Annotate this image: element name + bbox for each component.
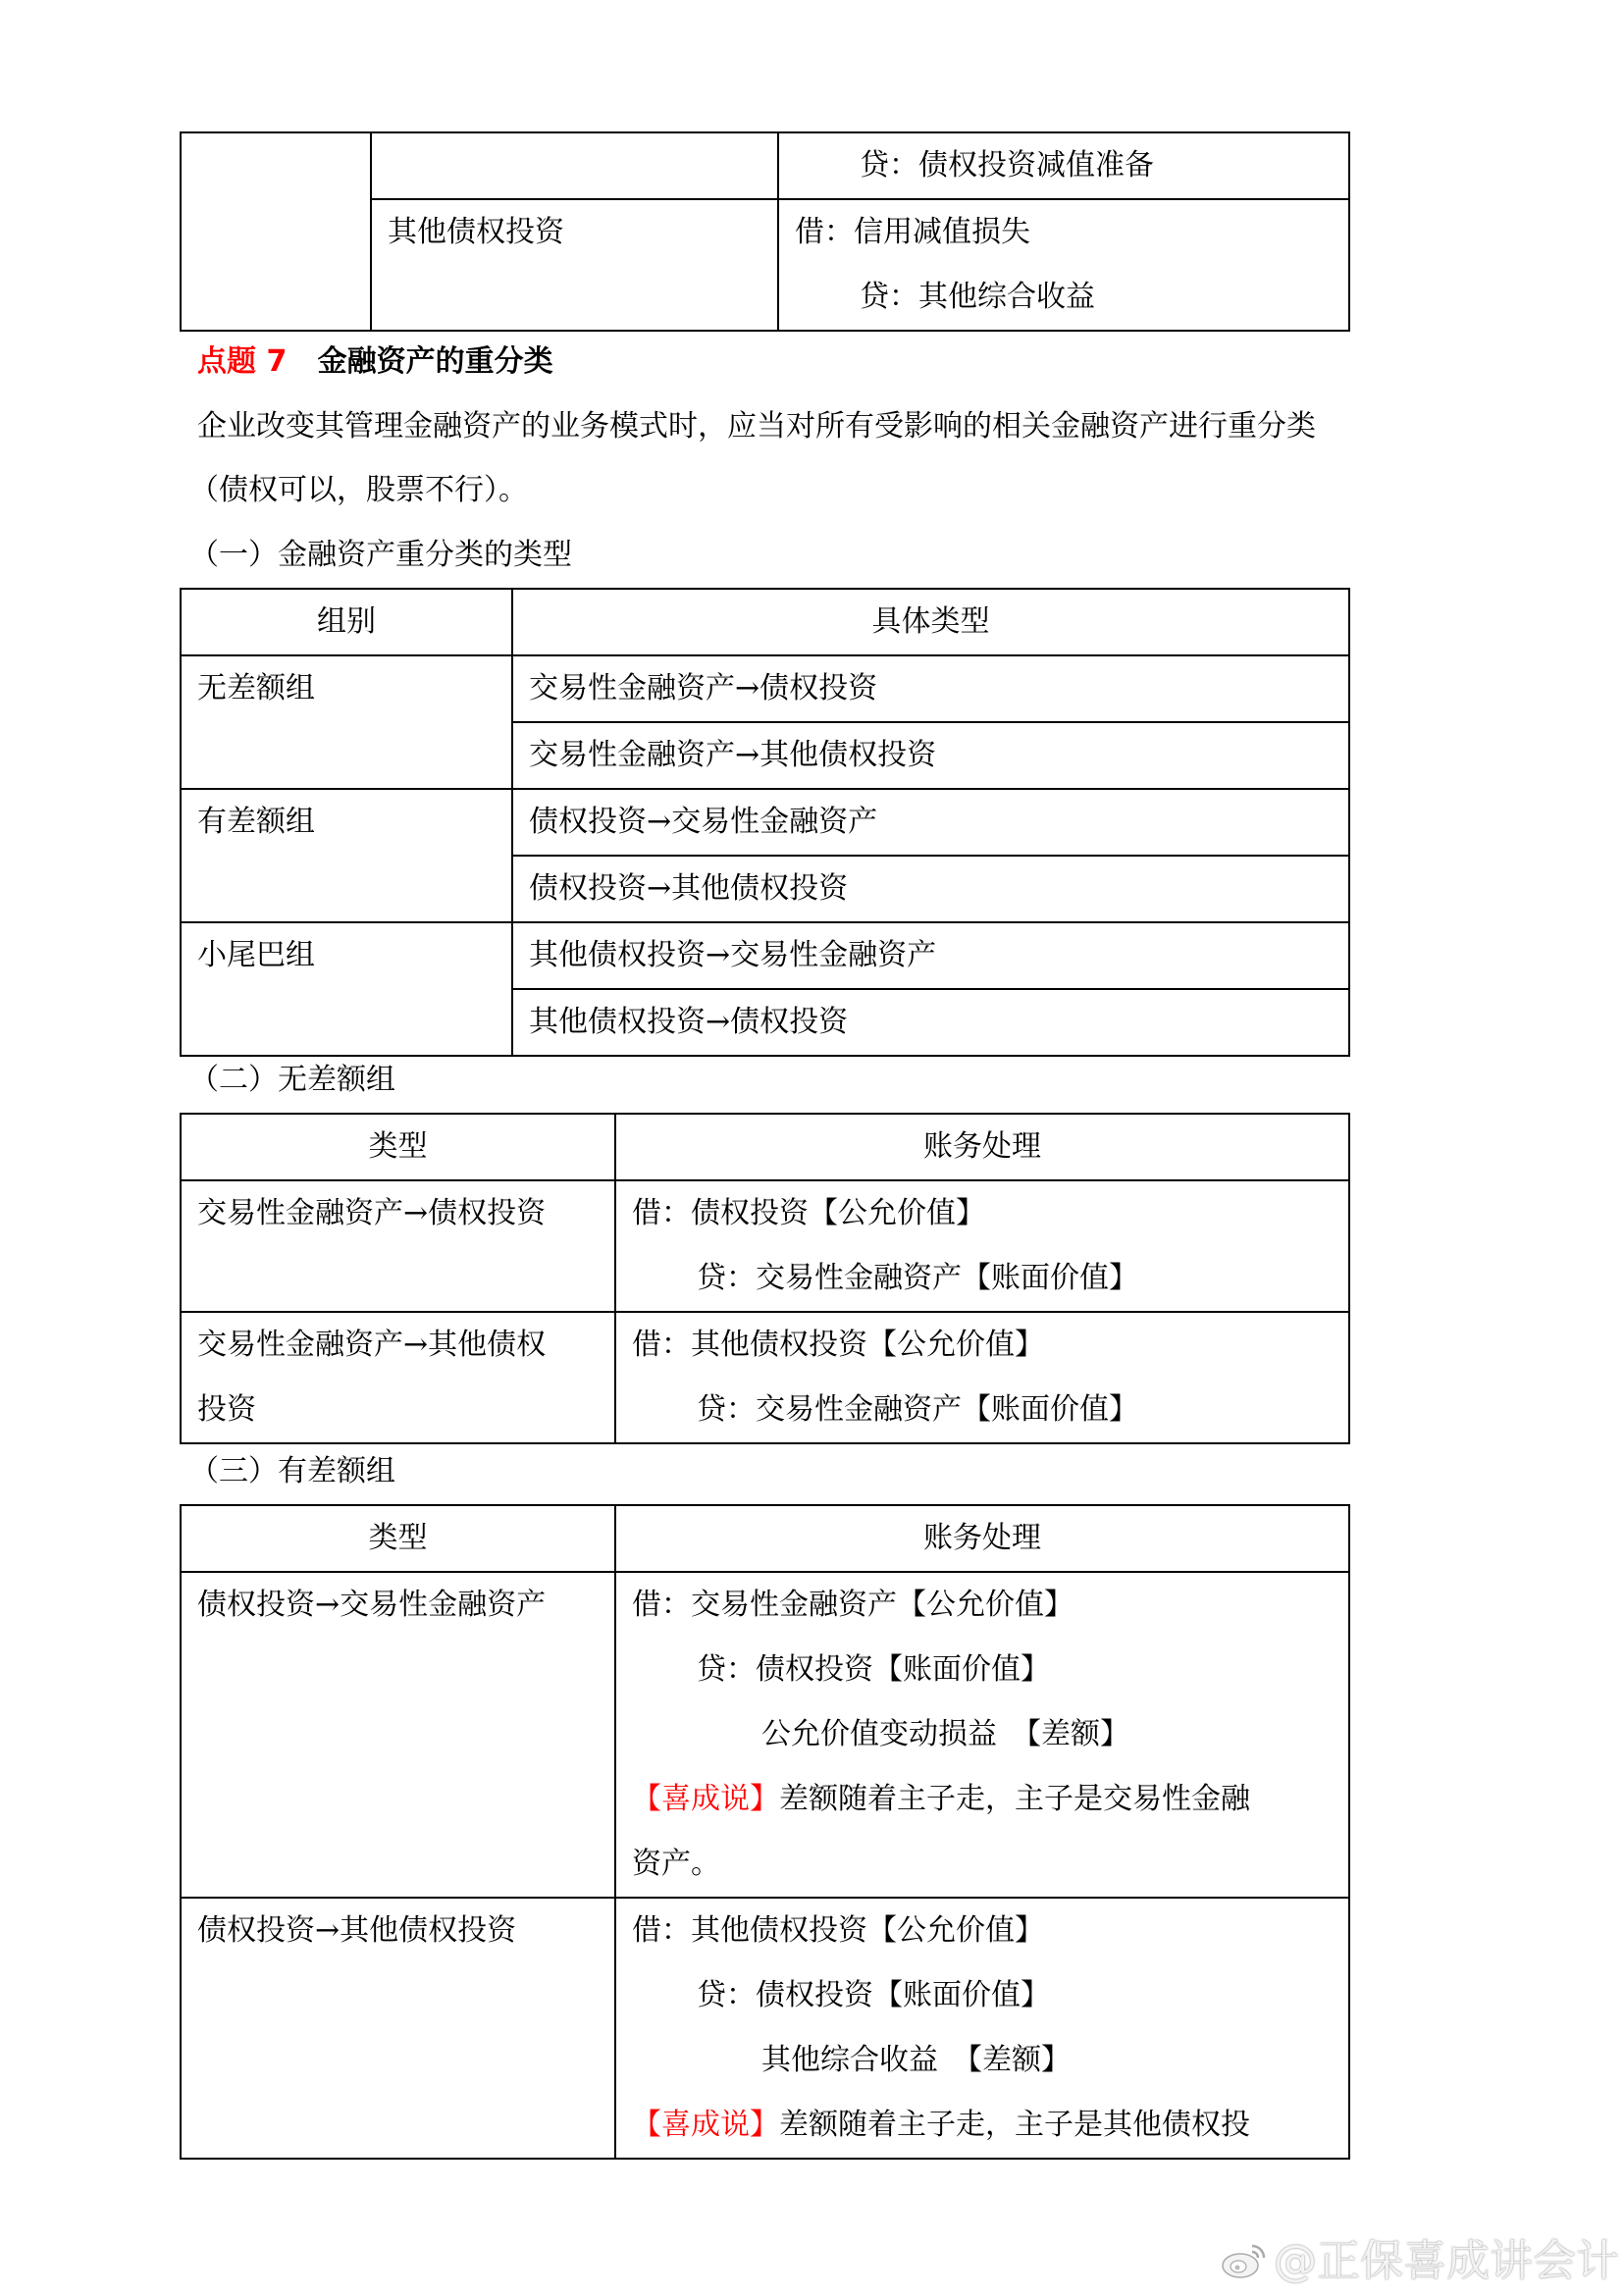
type-cell: [181, 1572, 615, 1898]
entry-line: 贷：其他综合收益: [860, 280, 1095, 314]
table1-caption: （一）金融资产重分类的类型: [189, 538, 572, 572]
note-text: 差额随着主子走，主子是交易性金融: [779, 1782, 1250, 1816]
type-line: 债权投资→交易性金融资产: [197, 1588, 547, 1622]
table3-caption: （三）有差额组: [189, 1454, 395, 1488]
group-type: 其他债权投资→债权投资: [512, 989, 1349, 1056]
group-name: 有差额组: [181, 789, 512, 922]
type-line: 投资: [197, 1392, 256, 1427]
continued-table-cell: 其他债权投资: [371, 199, 778, 331]
type-cell: [181, 1898, 615, 2159]
credit-line: 贷：交易性金融资产【账面价值】: [697, 1261, 1138, 1295]
table-header: 类型: [181, 1114, 615, 1180]
intro-paragraph-line-1: 企业改变其管理金融资产的业务模式时，应当对所有受影响的相关金融资产进行重分类: [197, 409, 1316, 443]
credit-line: 贷：债权投资【账面价值】: [697, 1652, 1050, 1687]
continued-table-entry: [778, 132, 1349, 199]
group-type: 债权投资→交易性金融资产: [512, 789, 1349, 856]
watermark-text: @正保喜成讲会计: [1274, 2236, 1619, 2286]
entry-cell: [615, 1312, 1349, 1443]
section-title: 金融资产的重分类: [317, 344, 553, 379]
entry-line: 贷：债权投资减值准备: [860, 148, 1154, 183]
type-line: 债权投资→其他债权投资: [197, 1913, 517, 1948]
section-heading: [197, 330, 553, 394]
group-name: 小尾巴组: [181, 922, 512, 1056]
type-line: 交易性金融资产→其他债权: [197, 1328, 547, 1362]
difference-table: [180, 1504, 1350, 2160]
note-line: [632, 2093, 1348, 2158]
credit-line: 公允价值变动损益 【差额】: [761, 1717, 1129, 1751]
table-header: 类型: [181, 1505, 615, 1572]
table2-caption: （二）无差额组: [189, 1063, 395, 1097]
watermark: [1221, 2225, 1619, 2288]
intro-paragraph-line-2: （债权可以，股票不行）。: [189, 473, 528, 507]
table-header: 账务处理: [615, 1505, 1349, 1572]
entry-cell: [615, 1180, 1349, 1312]
type-line: 交易性金融资产→债权投资: [197, 1196, 547, 1230]
debit-line: 借：交易性金融资产【公允价值】: [632, 1588, 1074, 1622]
credit-line: 贷：债权投资【账面价值】: [697, 1978, 1050, 2012]
continued-table: [180, 131, 1350, 332]
type-cell: [181, 1312, 615, 1443]
reclassification-types-table: [180, 588, 1350, 1057]
note-text: 差额随着主子走，主子是其他债权投: [779, 2108, 1250, 2142]
note-line: 资产。: [632, 1847, 720, 1881]
debit-line: 借：债权投资【公允价值】: [632, 1196, 985, 1230]
debit-line: 借：其他债权投资【公允价值】: [632, 1913, 1044, 1948]
group-type: 交易性金融资产→债权投资: [512, 655, 1349, 722]
type-cell: [181, 1180, 615, 1312]
weibo-icon: [1221, 2240, 1268, 2279]
table-header: 具体类型: [512, 589, 1349, 655]
table-header: 组别: [181, 589, 512, 655]
group-type: 其他债权投资→交易性金融资产: [512, 922, 1349, 989]
group-type: 债权投资→其他债权投资: [512, 856, 1349, 922]
group-name: 无差额组: [181, 655, 512, 789]
section-label: 点题 7: [197, 344, 288, 379]
note-line: [632, 1767, 1348, 1832]
continued-table-cell: [371, 132, 778, 199]
note-tag: 【喜成说】: [632, 2108, 779, 2142]
entry-cell: [615, 1572, 1349, 1898]
credit-line: 其他综合收益 【差额】: [761, 2043, 1071, 2077]
no-difference-table: [180, 1113, 1350, 1444]
group-type: 交易性金融资产→其他债权投资: [512, 722, 1349, 789]
note-tag: 【喜成说】: [632, 1782, 779, 1816]
entry-cell: [615, 1898, 1349, 2159]
entry-line: 借：信用减值损失: [795, 215, 1030, 249]
debit-line: 借：其他债权投资【公允价值】: [632, 1328, 1044, 1362]
continued-table-entry: [778, 199, 1349, 331]
table-header: 账务处理: [615, 1114, 1349, 1180]
continued-table-empty-cell: [181, 132, 371, 331]
credit-line: 贷：交易性金融资产【账面价值】: [697, 1392, 1138, 1427]
